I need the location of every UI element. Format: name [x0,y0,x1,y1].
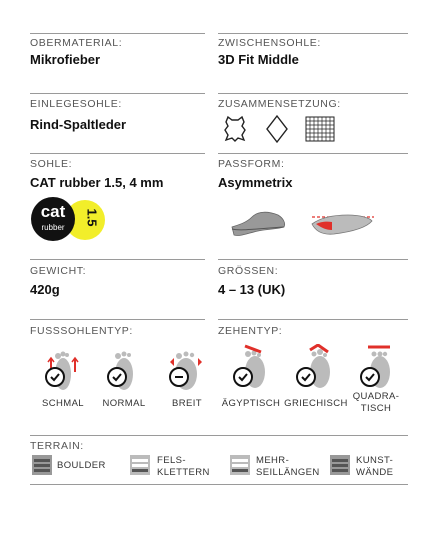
multi-pitch-terrain-icon [230,455,250,475]
cat-badge-text: 1.5 [84,208,100,227]
terrain-label: TERRAIN: [30,440,84,452]
leather-hide-icon [220,114,250,144]
einlegesohle-label: EINLEGESOHLE: [30,98,122,110]
zusammensetzung-label: ZUSAMMENSETZUNG: [218,98,341,110]
cat-logo-text: cat [40,202,66,221]
divider [218,319,408,320]
check-icon [233,367,253,387]
diamond-outline-icon [265,114,289,144]
obermaterial-label: OBERMATERIAL: [30,37,123,49]
divider [30,93,205,94]
terrain-kunstwaende: KUNST- WÄNDE [356,455,394,478]
boulder-terrain-icon [32,455,52,475]
rock-climbing-terrain-icon [130,455,150,475]
check-icon [107,367,127,387]
divider [30,319,205,320]
divider [218,259,408,260]
divider [30,33,205,34]
passform-value: Asymmetrix [218,175,293,190]
cat-logo-sub: rubber [41,223,65,232]
divider [30,259,205,260]
minus-icon [169,367,189,387]
toe-type-aegyptisch: ÄGYPTISCH [221,398,281,409]
toe-type-griechisch: GRIECHISCH [284,398,348,409]
cat-rubber-logo [31,197,111,241]
sohle-value: CAT rubber 1.5, 4 mm [30,175,164,190]
terrain-felsklettern: FELS- KLETTERN [157,455,210,478]
cat-logo-black [31,197,75,241]
groessen-value: 4 – 13 (UK) [218,282,286,297]
gewicht-value: 420g [30,282,60,297]
toe-type-quadratisch: QUADRA- TISCH [352,391,400,414]
check-icon [45,367,65,387]
passform-label: PASSFORM: [218,158,285,170]
einlegesohle-value: Rind-Spaltleder [30,117,127,132]
divider [218,153,408,154]
groessen-label: GRÖSSEN: [218,265,279,277]
terrain-boulder: BOULDER [57,460,106,471]
divider [218,93,408,94]
divider [30,484,408,485]
fusssohlentyp-label: FUSSSOHLENTYP: [30,325,133,337]
terrain-mehrseillaengen: MEHR- SEILLÄNGEN [256,455,320,478]
zwischensohle-value: 3D Fit Middle [218,52,299,67]
zwischensohle-label: ZWISCHENSOHLE: [218,37,321,49]
zehentyp-label: ZEHENTYP: [218,325,283,337]
asymmetric-last-icon [310,208,376,238]
textile-mesh-icon [305,116,335,142]
divider [30,153,205,154]
divider [218,33,408,34]
foot-type-normal: NORMAL [102,398,146,409]
foot-type-breit: BREIT [172,398,202,409]
asymmetric-shoe-icon [228,205,290,241]
sohle-label: SOHLE: [30,158,73,170]
check-icon [296,367,316,387]
climbing-wall-terrain-icon [330,455,350,475]
gewicht-label: GEWICHT: [30,265,87,277]
foot-type-schmal: SCHMAL [42,398,84,409]
check-icon [360,367,380,387]
divider [30,435,408,436]
obermaterial-value: Mikrofieber [30,52,101,67]
